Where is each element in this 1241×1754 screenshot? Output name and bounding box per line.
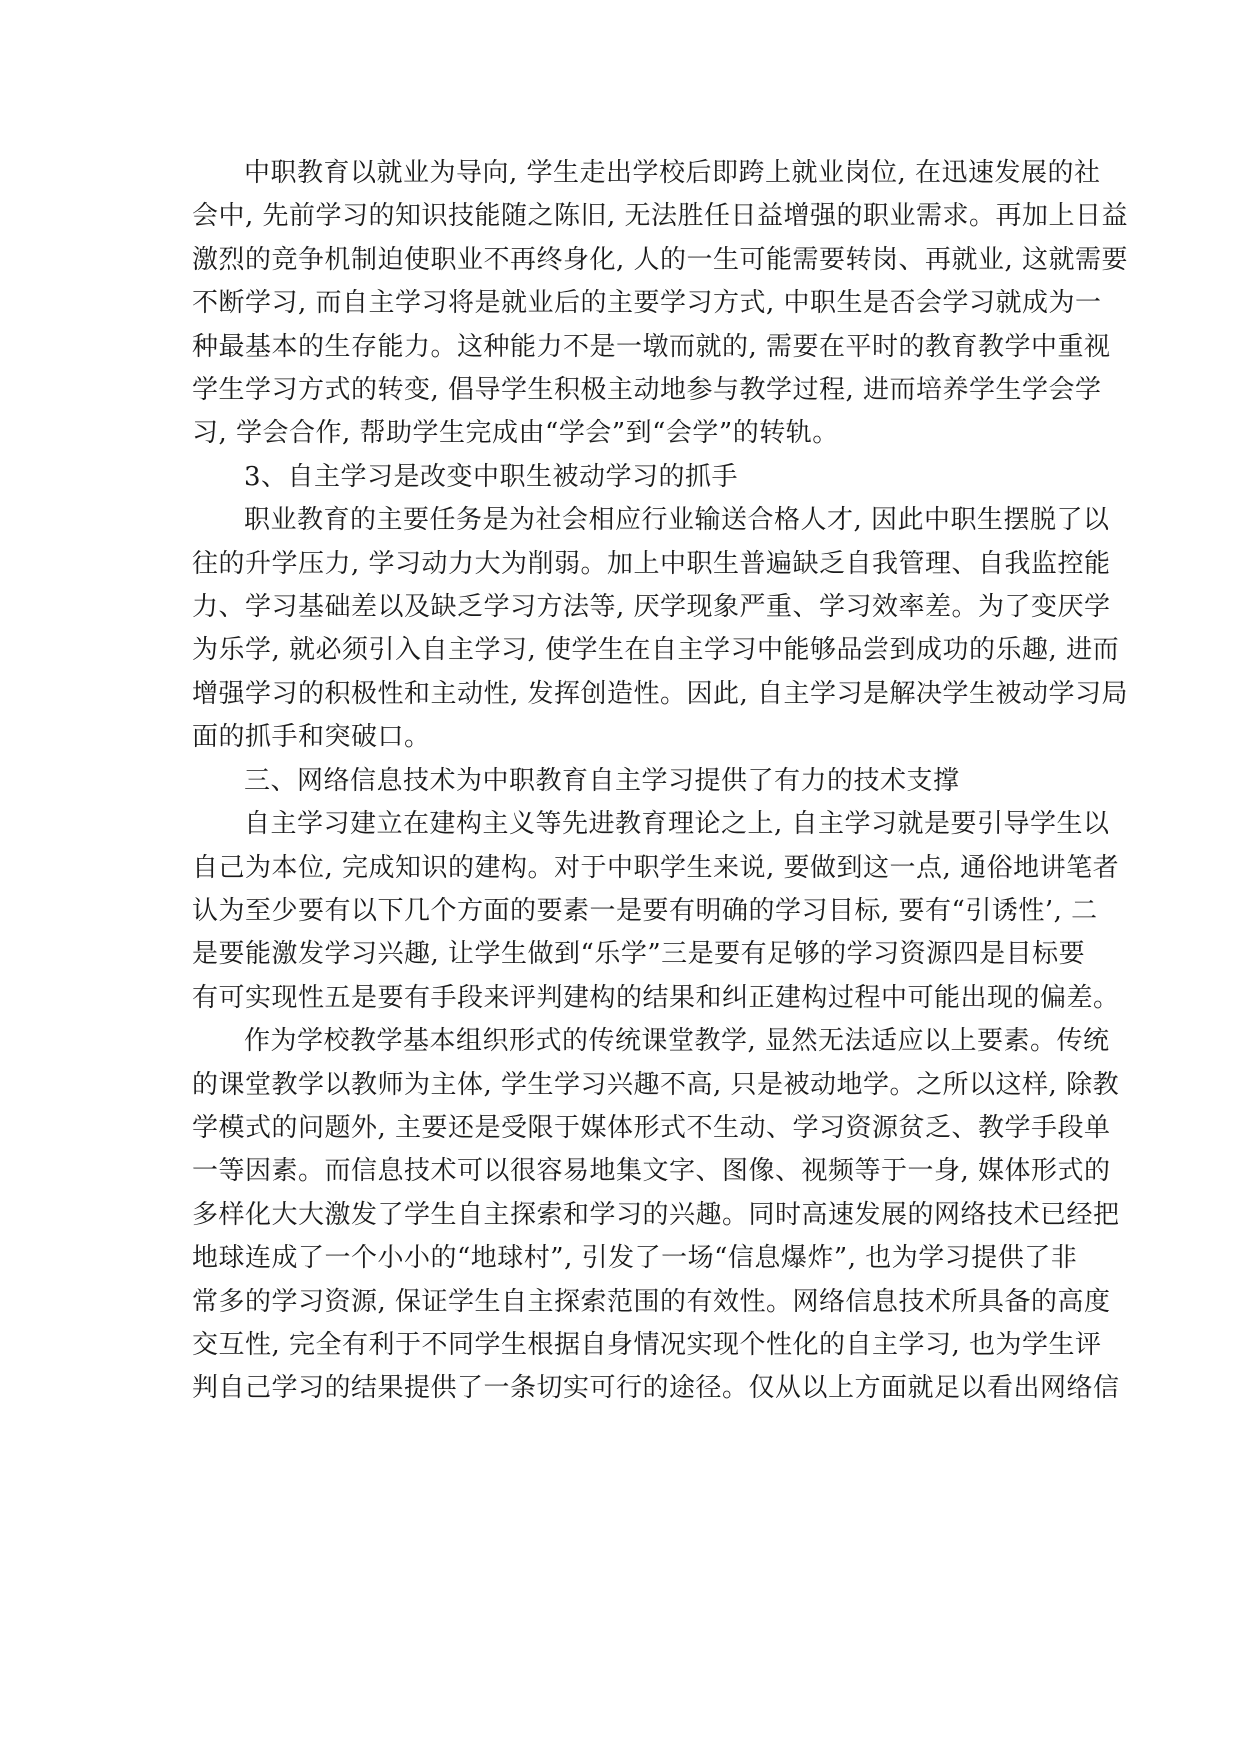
text-line: 往的升学压力, 学习动力大为削弱。加上中职生普遍缺乏自我管理、自我监控能: [192, 548, 1111, 579]
text-line: 多样化大大激发了学生自主探索和学习的兴趣。同时高速发展的网络技术已经把: [192, 1199, 1120, 1230]
text-column: [192, 152, 1129, 1411]
section-heading-three: [192, 760, 1052, 803]
text-line: 常多的学习资源, 保证学生自主探索范围的有效性。网络信息技术所具备的高度: [192, 1286, 1111, 1317]
text-line: 职业教育的主要任务是为社会相应行业输送合格人才, 因此中职生摆脱了以: [244, 505, 1110, 536]
paragraph-employment-orientation: [192, 152, 1129, 456]
text-line: 面的抓手和突破口。: [192, 722, 431, 753]
paragraph-constructivism: [192, 803, 1120, 1020]
text-line: 激烈的竞争机制迫使职业不再终身化, 人的一生可能需要转岗、再就业, 这就需要: [192, 244, 1129, 275]
text-line: 力、学习基础差以及缺乏学习方法等, 厌学现象严重、学习效率差。为了变厌学: [192, 592, 1111, 623]
text-line: 增强学习的积极性和主动性, 发挥创造性。因此, 自主学习是解决学生被动学习局: [192, 678, 1129, 709]
text-line: 不断学习, 而自主学习将是就业后的主要学习方式, 中职生是否会学习就成为一: [192, 288, 1102, 319]
text-line: 交互性, 完全有利于不同学生根据自身情况实现个性化的自主学习, 也为学生评: [192, 1329, 1102, 1360]
text-line: 有可实现性五是要有手段来评判建构的结果和纠正建构过程中可能出现的偏差。: [192, 982, 1120, 1013]
text-line: 地球连成了一个小小的“地球村”, 引发了一场“信息爆炸”, 也为学习提供了非: [192, 1243, 1078, 1274]
section-heading-3: [192, 456, 1052, 499]
text-line: 为乐学, 就必须引入自主学习, 使学生在自主学习中能够品尝到成功的乐趣, 进而: [192, 635, 1120, 666]
text-line: 自主学习建立在建构主义等先进教育理论之上, 自主学习就是要引导学生以: [244, 809, 1110, 840]
text-line: 中职教育以就业为导向, 学生走出学校后即跨上就业岗位, 在迅速发展的社: [244, 158, 1101, 188]
text-line: 学模式的问题外, 主要还是受限于媒体形式不生动、学习资源贫乏、教学手段单: [192, 1112, 1111, 1143]
text-line: 认为至少要有以下几个方面的要素一是要有明确的学习目标, 要有“引诱性’, 二: [192, 895, 1098, 926]
text-line: 判自己学习的结果提供了一条切实可行的途径。仅从以上方面就足以看出网络信: [192, 1373, 1120, 1404]
text-line: 学生学习方式的转变, 倡导学生积极主动地参与教学过程, 进而培养学生学会学: [192, 375, 1102, 406]
paragraph-traditional-classroom: [192, 1020, 1120, 1411]
text-line: 是要能激发学习兴趣, 让学生做到“乐学”三是要有足够的学习资源四是目标要: [192, 939, 1086, 970]
text-line: 习, 学会合作, 帮助学生完成由“学会”到“会学”的转轨。: [192, 418, 839, 449]
paragraph-vocational-education-task: [192, 499, 1129, 759]
text-line: 种最基本的生存能力。这种能力不是一墩而就的, 需要在平时的教育教学中重视: [192, 331, 1111, 362]
heading-text: 三、网络信息技术为中职教育自主学习提供了有力的技术支撑: [244, 765, 960, 796]
text-line: 会中, 先前学习的知识技能随之陈旧, 无法胜任日益增强的职业需求。再加上日益: [192, 201, 1129, 232]
text-line: 自己为本位, 完成知识的建构。对于中职学生来说, 要做到这一点, 通俗地讲笔者: [192, 852, 1120, 883]
text-line: 作为学校教学基本组织形式的传统课堂教学, 显然无法适应以上要素。传统: [244, 1026, 1110, 1057]
text-line: 一等因素。而信息技术可以很容易地集文字、图像、视频等于一身, 媒体形式的: [192, 1156, 1111, 1187]
heading-text: 3、自主学习是改变中职生被动学习的抓手: [244, 461, 739, 492]
text-line: 的课堂教学以教师为主体, 学生学习兴趣不高, 只是被动地学。之所以这样, 除教: [192, 1069, 1120, 1100]
